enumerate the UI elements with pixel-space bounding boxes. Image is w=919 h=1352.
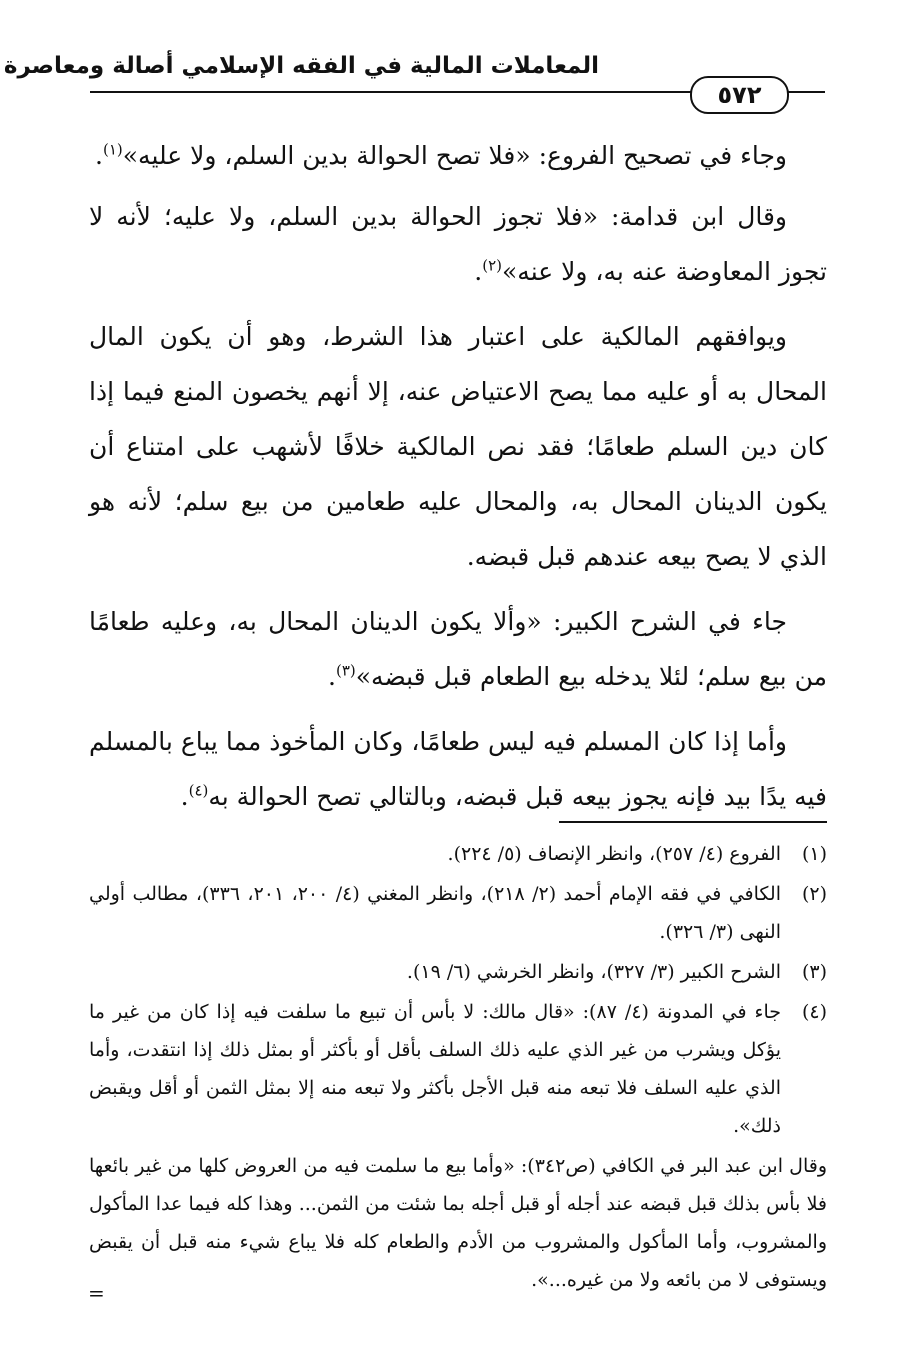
main-text xyxy=(89,128,827,834)
footnote-ref-4[interactable]: (٤) xyxy=(188,781,209,800)
footnote-text: الكافي في فقه الإمام أحمد (٢/ ٢١٨)، وانظر المغني (٤/ ٢٠٠، ٢٠١، ٣٣٦)، مطالب أولي النهى (٣/ ٣٢٦). xyxy=(89,883,781,943)
paragraph-3-text: ويوافقهم المالكية على اعتبار هذا الشرط، وهو أن يكون المال المحال به أو عليه مما يصح الاعتياض عنه، إلا أنهم يخصون المنع فيما إذا كان دين السلم طعامًا؛ فقد نص المالكية خلافًا لأشهب على امتناع أن يكون الدينان المحال به، والمحال عليه طعامين من بيع سلم؛ لأنه هو الذي لا يصح بيعه عندهم قبل قبضه. xyxy=(89,322,827,571)
paragraph-2 xyxy=(89,189,827,299)
footnote-number: (٤) xyxy=(801,1001,827,1023)
paragraph-4-text: جاء في الشرح الكبير: «وألا يكون الدينان المحال به، وعليه طعامًا من بيع سلم؛ لئلا يدخله بيع الطعام قبل قبضه» xyxy=(89,607,827,691)
footnote-2 xyxy=(89,875,827,951)
paragraph-2-end: . xyxy=(474,257,483,286)
footnote-separator xyxy=(559,821,827,823)
paragraph-1 xyxy=(89,128,827,183)
footnote-4-continuation: وقال ابن عبد البر في الكافي (ص٣٤٢): «وأما بيع ما سلمت فيه من العروض كلها من غير بائعها فلا بأس بذلك قبل قبضه عند أجله أو قبل أجله بما شئت من الثمن... وهذا كله فيما عدا المأكول والمشروب، وأما المأكول والمشروب من الأدم والطعام كله فلا يباع شيء منه قبل أن يقبض ويستوفى لا من بائعه ولا من غيره...». xyxy=(89,1155,827,1291)
footnote-ref-3[interactable]: (٣) xyxy=(335,661,356,680)
paragraph-5 xyxy=(89,714,827,824)
footnote-number: (٣) xyxy=(801,961,827,983)
running-title: المعاملات المالية في الفقه الإسلامي أصالة ومعاصرة xyxy=(3,53,599,79)
page-number: ٥٧٢ xyxy=(690,76,789,114)
paragraph-5-text: وأما إذا كان المسلم فيه ليس طعامًا، وكان المأخوذ مما يباع بالمسلم فيه يدًا بيد فإنه يجوز بيعه قبل قبضه، وبالتالي تصح الحوالة به xyxy=(89,727,827,811)
paragraph-2-text: وقال ابن قدامة: «فلا تجوز الحوالة بدين السلم، ولا عليه؛ لأنه لا تجوز المعاوضة عنه به، ولا عنه» xyxy=(89,202,827,286)
paragraph-4-end: . xyxy=(328,662,336,691)
footnote-ref-1[interactable]: (١) xyxy=(102,140,123,159)
footnote-3 xyxy=(89,953,827,991)
footnote-4 xyxy=(89,993,827,1145)
footnote-1 xyxy=(89,835,827,873)
footnote-text: الشرح الكبير (٣/ ٣٢٧)، وانظر الخرشي (٦/ ١٩). xyxy=(406,961,781,983)
footnote-number: (١) xyxy=(801,843,827,865)
paragraph-3 xyxy=(89,309,827,584)
paragraph-1-text: وجاء في تصحيح الفروع: «فلا تصح الحوالة بدين السلم، ولا عليه» xyxy=(122,141,787,170)
footnote-text: جاء في المدونة (٤/ ٨٧): «قال مالك: لا بأس أن تبيع ما سلفت فيه إذا كان من غير ما يؤكل ويشرب من غير الذي عليه ذلك السلف بأقل أو بأكثر أو بمثل ذلك إذا انتقدت، وأما الذي عليه السلف فلا تبعه منه قبل الأجل بأكثر ولا تبعه منه إلا بمثل الثمن أو أقل ويقبض ذلك». xyxy=(89,1001,781,1137)
footnote-ref-2[interactable]: (٢) xyxy=(482,256,502,275)
footnote-text: الفروع (٤/ ٢٥٧)، وانظر الإنصاف (٥/ ٢٢٤). xyxy=(447,843,781,865)
paragraph-1-end: . xyxy=(95,141,103,170)
footnote-number: (٢) xyxy=(801,883,827,905)
footnotes xyxy=(89,835,827,1299)
paragraph-5-end: . xyxy=(180,782,189,811)
paragraph-4 xyxy=(89,594,827,704)
continuation-mark: = xyxy=(88,1281,105,1305)
